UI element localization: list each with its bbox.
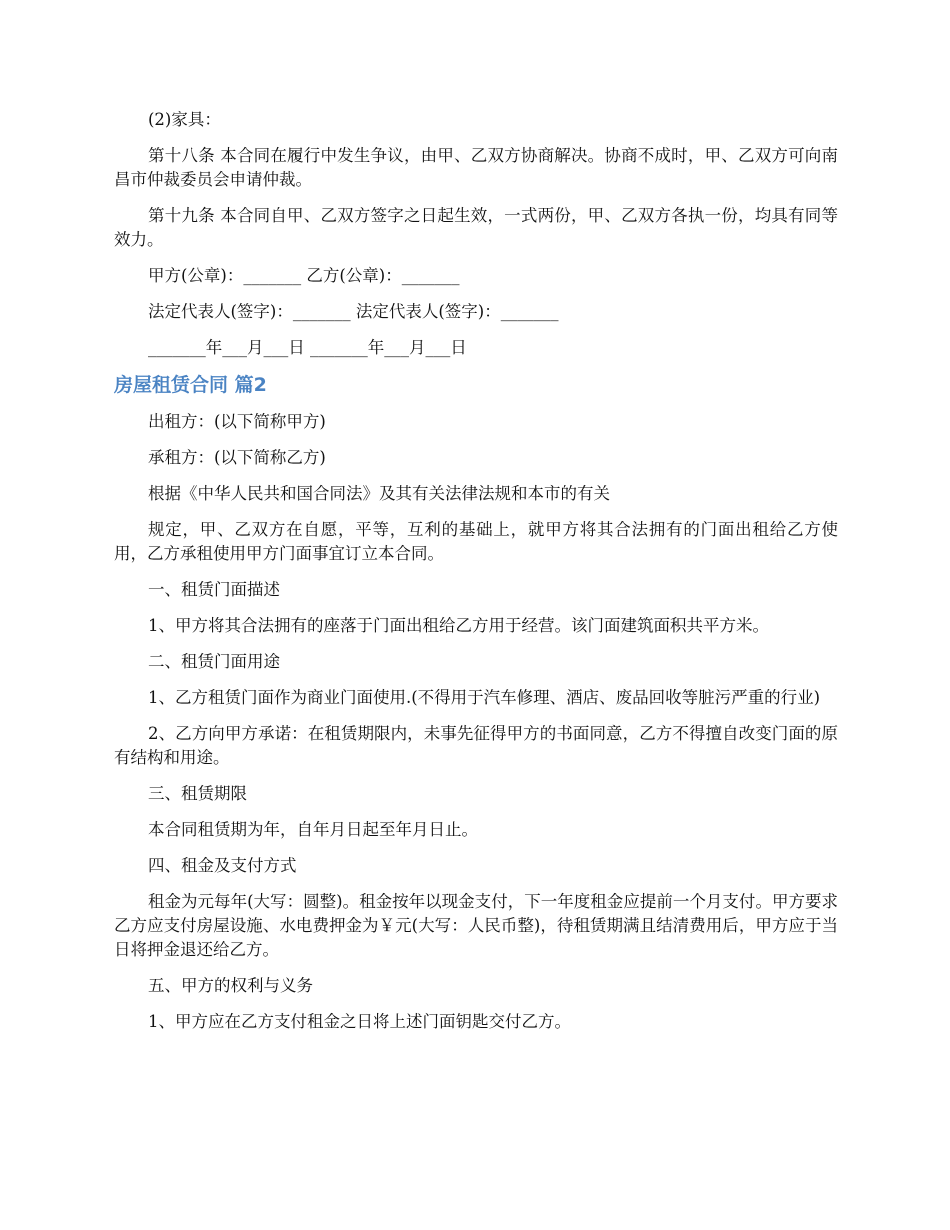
clause-description-1: 1、甲方将其合法拥有的座落于门面出租给乙方用于经营。该门面建筑面积共平方米。 (148, 616, 769, 635)
paragraph-article-19: 第十九条 本合同自甲、乙双方签字之日起生效，一式两份，甲、乙双方各执一份，均具有同等效力。 (114, 206, 838, 249)
paragraph-furniture: (2)家具： (148, 110, 221, 129)
clause-usage-2: 2、乙方向甲方承诺：在租赁期限内，未事先征得甲方的书面同意，乙方不得擅自改变门面的原有结构和用途。 (114, 724, 838, 767)
clause-heading-term: 三、租赁期限 (148, 784, 247, 803)
clause-usage-1: 1、乙方租赁门面作为商业门面使用.(不得用于汽车修理、酒店、废品回收等脏污严重的行业) (148, 688, 821, 707)
document-body (114, 108, 838, 1046)
paragraph-legal-basis: 根据《中华人民共和国合同法》及其有关法律法规和本市的有关 (148, 484, 610, 503)
clause-heading-usage: 二、租赁门面用途 (148, 652, 280, 671)
clause-rent: 租金为元每年(大写：圆整)。租金按年以现金支付，下一年度租金应提前一个月支付。甲方要求乙方应支付房屋设施、水电费押金为￥元(大写：人民币整)，待租赁期满且结清费用后，甲方应于当日将押金退还给乙方。 (114, 892, 838, 959)
clause-heading-description: 一、租赁门面描述 (148, 580, 280, 599)
clause-term: 本合同租赁期为年，自年月日起至年月日止。 (148, 820, 478, 839)
clause-heading-lessor-rights: 五、甲方的权利与义务 (148, 976, 313, 995)
paragraph-agreement-basis: 规定，甲、乙双方在自愿，平等，互利的基础上，就甲方将其合法拥有的门面出租给乙方使用，乙方承租使用甲方门面事宜订立本合同。 (114, 520, 838, 563)
clause-heading-rent: 四、租金及支付方式 (148, 856, 297, 875)
paragraph-legal-representatives: 法定代表人(签字)：_______ 法定代表人(签字)：_______ (148, 302, 559, 321)
paragraph-lessor: 出租方：(以下简称甲方) (148, 412, 326, 431)
paragraph-article-18: 第十八条 本合同在履行中发生争议，由甲、乙双方协商解决。协商不成时，甲、乙双方可向南昌市仲裁委员会申请仲裁。 (114, 146, 838, 189)
clause-lessor-rights-1: 1、甲方应在乙方支付租金之日将上述门面钥匙交付乙方。 (148, 1012, 571, 1031)
section-heading: 房屋租赁合同 篇2 (114, 374, 267, 396)
paragraph-dates: _______年___月___日 _______年___月___日 (148, 338, 467, 357)
paragraph-lessee: 承租方：(以下简称乙方) (148, 448, 326, 467)
paragraph-seals: 甲方(公章)：_______ 乙方(公章)：_______ (148, 266, 460, 285)
